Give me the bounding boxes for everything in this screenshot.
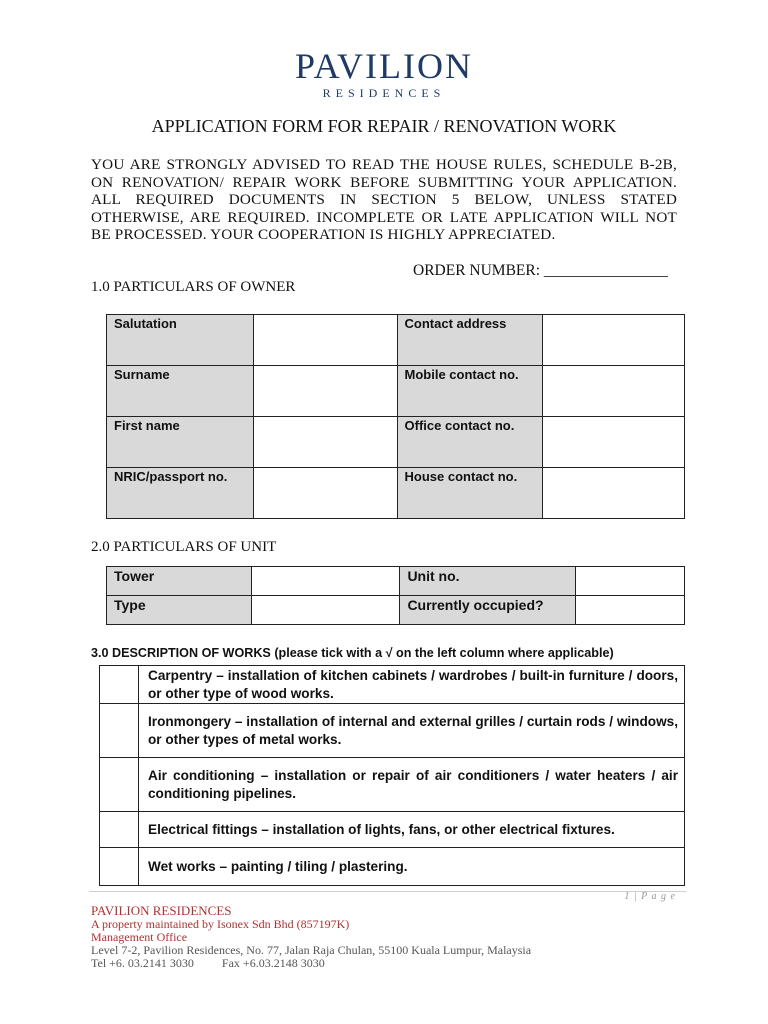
form-title: APPLICATION FORM FOR REPAIR / RENOVATION WORK	[151, 116, 617, 136]
house-contact-input[interactable]	[543, 468, 685, 519]
table-row	[100, 848, 685, 886]
table-row	[100, 666, 685, 704]
footer-divider	[89, 891, 686, 892]
mobile-contact-input[interactable]	[543, 366, 685, 417]
label-mobile-contact: Mobile contact no.	[397, 366, 543, 417]
footer-maintainer: A property maintained by Isonex Sdn Bhd (857197K)	[91, 917, 350, 931]
surname-input[interactable]	[253, 366, 397, 417]
work-wet-works: Wet works – painting / tiling / plastering.	[139, 848, 685, 886]
label-salutation: Salutation	[107, 315, 254, 366]
footer-tel: Tel +6. 03.2141 3030	[91, 956, 194, 970]
order-number-field[interactable]: ORDER NUMBER: ________________	[413, 262, 668, 279]
label-contact-address: Contact address	[397, 315, 543, 366]
intro-paragraph: YOU ARE STRONGLY ADVISED TO READ THE HOUSE RULES, SCHEDULE B-2B, ON RENOVATION/ REPAIR WORK BEFORE SUBMITTING YOUR APPLICATION. ALL REQUIRED DOCUMENTS IN SECTION 5 BELOW, UNLESS STATED OTHERWISE, ARE REQUIRED. INCOMPLETE OR LATE APPLICATION WILL NOT BE PROCESSED. YOUR COOPERATION IS HIGHLY APPRECIATED.	[91, 156, 677, 243]
salutation-input[interactable]	[253, 315, 397, 366]
nric-passport-input[interactable]	[253, 468, 397, 519]
label-tower: Tower	[107, 567, 252, 596]
work-ironmongery: Ironmongery – installation of internal and external grilles / curtain rods / windows, or other types of metal works.	[139, 704, 685, 758]
label-unit-no: Unit no.	[400, 567, 576, 596]
table-row	[100, 758, 685, 812]
label-surname: Surname	[107, 366, 254, 417]
first-name-input[interactable]	[253, 417, 397, 468]
table-row	[107, 567, 685, 596]
tick-box-ironmongery[interactable]	[100, 704, 139, 758]
footer	[91, 903, 531, 970]
section-owner-heading: 1.0 PARTICULARS OF OWNER	[91, 279, 296, 295]
tick-box-electrical[interactable]	[100, 812, 139, 848]
unit-particulars-table	[106, 566, 685, 625]
owner-particulars-table	[106, 314, 685, 519]
office-contact-input[interactable]	[543, 417, 685, 468]
label-type: Type	[107, 596, 252, 625]
footer-company: PAVILION RESIDENCES	[91, 903, 232, 918]
pavilion-logo	[287, 48, 481, 100]
footer-office: Management Office	[91, 930, 188, 944]
label-nric-passport: NRIC/passport no.	[107, 468, 254, 519]
table-row	[100, 812, 685, 848]
work-carpentry: Carpentry – installation of kitchen cabinets / wardrobes / built-in furniture / doors, or other type of wood works.	[139, 666, 685, 704]
footer-fax: Fax +6.03.2148 3030	[221, 956, 325, 970]
work-air-conditioning: Air conditioning – installation or repair of air conditioners / water heaters / air conditioning pipelines.	[139, 758, 685, 812]
currently-occupied-input[interactable]	[576, 596, 685, 625]
tower-input[interactable]	[251, 567, 400, 596]
table-row	[107, 468, 685, 519]
label-first-name: First name	[107, 417, 254, 468]
footer-address: Level 7-2, Pavilion Residences, No. 77, Jalan Raja Chulan, 55100 Kuala Lumpur, Malaysia	[91, 943, 532, 957]
table-row	[100, 704, 685, 758]
label-house-contact: House contact no.	[397, 468, 543, 519]
contact-address-input[interactable]	[543, 315, 685, 366]
section-unit-heading: 2.0 PARTICULARS OF UNIT	[91, 539, 277, 555]
label-currently-occupied: Currently occupied?	[400, 596, 576, 625]
footer-contacts	[91, 957, 531, 970]
works-description-table	[99, 665, 685, 886]
tick-box-air-conditioning[interactable]	[100, 758, 139, 812]
page-number: 1 | P a g e	[624, 891, 676, 902]
table-row	[107, 366, 685, 417]
work-electrical: Electrical fittings – installation of lights, fans, or other electrical fixtures.	[139, 812, 685, 848]
label-office-contact: Office contact no.	[397, 417, 543, 468]
table-row	[107, 315, 685, 366]
tick-box-carpentry[interactable]	[100, 666, 139, 704]
logo-name: PAVILION	[294, 46, 474, 86]
table-row	[107, 596, 685, 625]
type-input[interactable]	[251, 596, 400, 625]
table-row	[107, 417, 685, 468]
unit-no-input[interactable]	[576, 567, 685, 596]
logo-subtitle: RESIDENCES	[322, 86, 446, 100]
section-works-heading: 3.0 DESCRIPTION OF WORKS (please tick with a √ on the left column where applicable)	[91, 646, 614, 660]
tick-box-wet-works[interactable]	[100, 848, 139, 886]
